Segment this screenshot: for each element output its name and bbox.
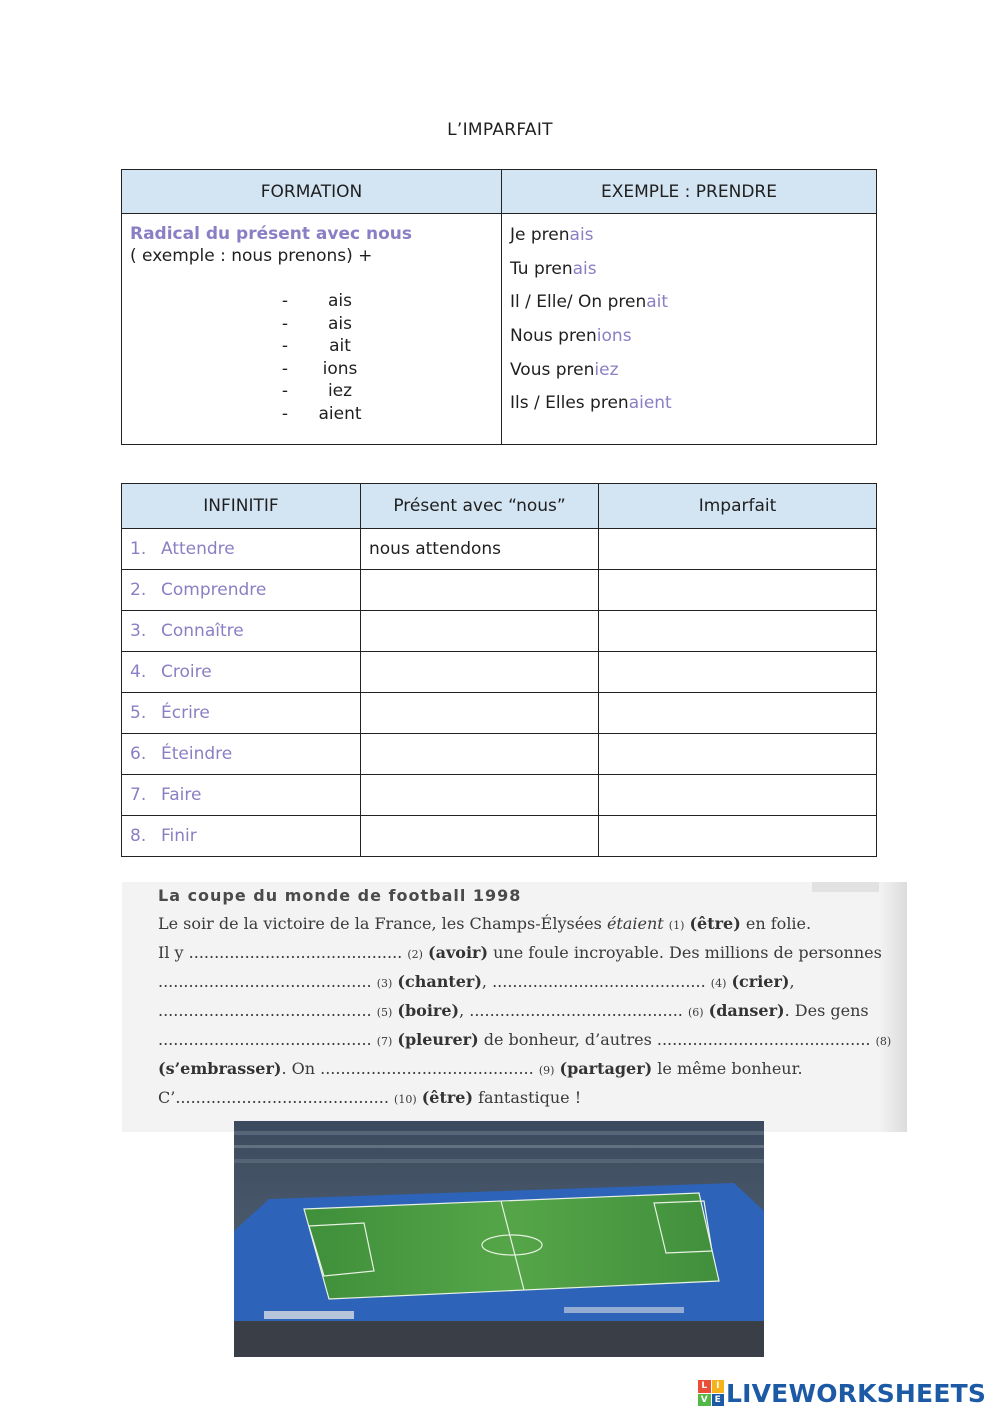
- ending-item: - iez: [281, 381, 353, 401]
- imparfait-answer-cell[interactable]: [599, 734, 877, 775]
- formation-table: [121, 169, 877, 445]
- imparfait-answer-cell[interactable]: [599, 652, 877, 693]
- header-formation: FORMATION: [122, 170, 502, 214]
- table-row: [122, 734, 877, 775]
- present-answer-cell[interactable]: nous attendons: [361, 529, 599, 570]
- imparfait-answer-cell[interactable]: [599, 693, 877, 734]
- pitch: [304, 1193, 719, 1299]
- radical-example: ( exemple : nous prenons) +: [130, 246, 373, 266]
- ending-item: - ait: [281, 336, 351, 356]
- blank-3[interactable]: ..........................................: [158, 972, 372, 991]
- conjugation-line: Je prenais: [510, 225, 594, 245]
- present-answer-cell[interactable]: [361, 775, 599, 816]
- conjugation-line: Nous prenions: [510, 326, 632, 347]
- exercise-title: La coupe du monde de football 1998: [158, 886, 522, 905]
- blank-6[interactable]: , ..........................................: [459, 1001, 683, 1020]
- verb-cell: 3. Connaître: [122, 611, 361, 652]
- table-row: [122, 775, 877, 816]
- verb-cell: 6. Éteindre: [122, 734, 361, 775]
- example-cell: [502, 214, 877, 445]
- exercise-line-3: .......................................... (3) (chanter), .......................................... (4) (crier),: [158, 972, 795, 991]
- table-row: [122, 611, 877, 652]
- table-row: [122, 816, 877, 857]
- imparfait-answer-cell[interactable]: [599, 611, 877, 652]
- blank-8[interactable]: de bonheur, d’autres ..........................................: [478, 1030, 871, 1049]
- blank-5[interactable]: ..........................................: [158, 1001, 372, 1020]
- endings-list: [230, 290, 490, 425]
- ending-item: - ais: [281, 313, 352, 334]
- verb-cell: 1. Attendre: [122, 529, 361, 570]
- exercise-scan: [122, 882, 907, 1132]
- exercise-line-2: Il y .......................................... (2) (avoir) une foule incroyable. Des millions de personnes: [158, 943, 882, 962]
- verb-cell: 8. Finir: [122, 816, 361, 857]
- table-row: [122, 693, 877, 734]
- header-present: Présent avec “nous”: [361, 484, 599, 529]
- header-imparfait: Imparfait: [599, 484, 877, 529]
- conjugation-line: Il / Elle/ On prenait: [510, 292, 669, 313]
- logo-text: LIVEWORKSHEETS: [726, 1378, 987, 1408]
- conjugation-line: Vous preniez: [510, 359, 619, 380]
- header-infinitif: INFINITIF: [122, 484, 361, 529]
- verb-cell: 7. Faire: [122, 775, 361, 816]
- verb-cell: 5. Écrire: [122, 693, 361, 734]
- present-answer-cell[interactable]: [361, 734, 599, 775]
- stadium-image: [234, 1121, 764, 1357]
- imparfait-answer-cell[interactable]: [599, 529, 877, 570]
- blank-7[interactable]: ..........................................: [158, 1030, 372, 1049]
- imparfait-answer-cell[interactable]: [599, 816, 877, 857]
- table-row: [122, 652, 877, 693]
- exercise-line-5: .......................................... (7) (pleurer) de bonheur, d’autres .......................................... (8): [158, 1030, 892, 1049]
- logo-badge-icon: L I V E: [698, 1380, 724, 1406]
- exercise-line-1: Le soir de la victoire de la France, les Champs-Élysées étaient (1) (être) en folie.: [158, 914, 812, 933]
- blank-10[interactable]: C’..........................................: [158, 1088, 389, 1107]
- blank-4[interactable]: , ..........................................: [481, 972, 706, 991]
- ending-item: - aient: [281, 403, 362, 424]
- verbs-table: [121, 483, 877, 857]
- front-crowd: [234, 1321, 764, 1357]
- radical-title: Radical du présent avec nous: [130, 224, 413, 244]
- exercise-line-7: C’.......................................... (10) (être) fantastique !: [158, 1088, 582, 1107]
- table-row: [122, 529, 877, 570]
- verb-cell: 2. Comprendre: [122, 570, 361, 611]
- table-row: [122, 570, 877, 611]
- header-example: EXEMPLE : PRENDRE: [502, 170, 877, 214]
- conjugation-line: Tu prenais: [510, 258, 597, 279]
- formation-cell: [122, 214, 502, 445]
- conjugation-line: Ils / Elles prenaient: [510, 393, 672, 414]
- blank-2[interactable]: Il y ..........................................: [158, 943, 403, 962]
- present-answer-cell[interactable]: [361, 816, 599, 857]
- imparfait-answer-cell[interactable]: [599, 775, 877, 816]
- verb-cell: 4. Croire: [122, 652, 361, 693]
- scan-edge-right: [879, 882, 907, 1132]
- imparfait-answer-cell[interactable]: [599, 570, 877, 611]
- exercise-line-6: (s’embrasser). On .......................................... (9) (partager) le même bonheur.: [158, 1059, 803, 1078]
- page-title: L’IMPARFAIT: [447, 120, 553, 140]
- blank-9[interactable]: . On ..........................................: [281, 1059, 534, 1078]
- exercise-line-4: .......................................... (5) (boire), .......................................... (6) (danser). Des gens: [158, 1001, 869, 1020]
- present-answer-cell[interactable]: [361, 652, 599, 693]
- ending-item: - ais: [281, 291, 352, 311]
- present-answer-cell[interactable]: [361, 693, 599, 734]
- ending-item: - ions: [281, 358, 358, 379]
- present-answer-cell[interactable]: [361, 570, 599, 611]
- liveworksheets-logo: [698, 1378, 986, 1408]
- present-answer-cell[interactable]: [361, 611, 599, 652]
